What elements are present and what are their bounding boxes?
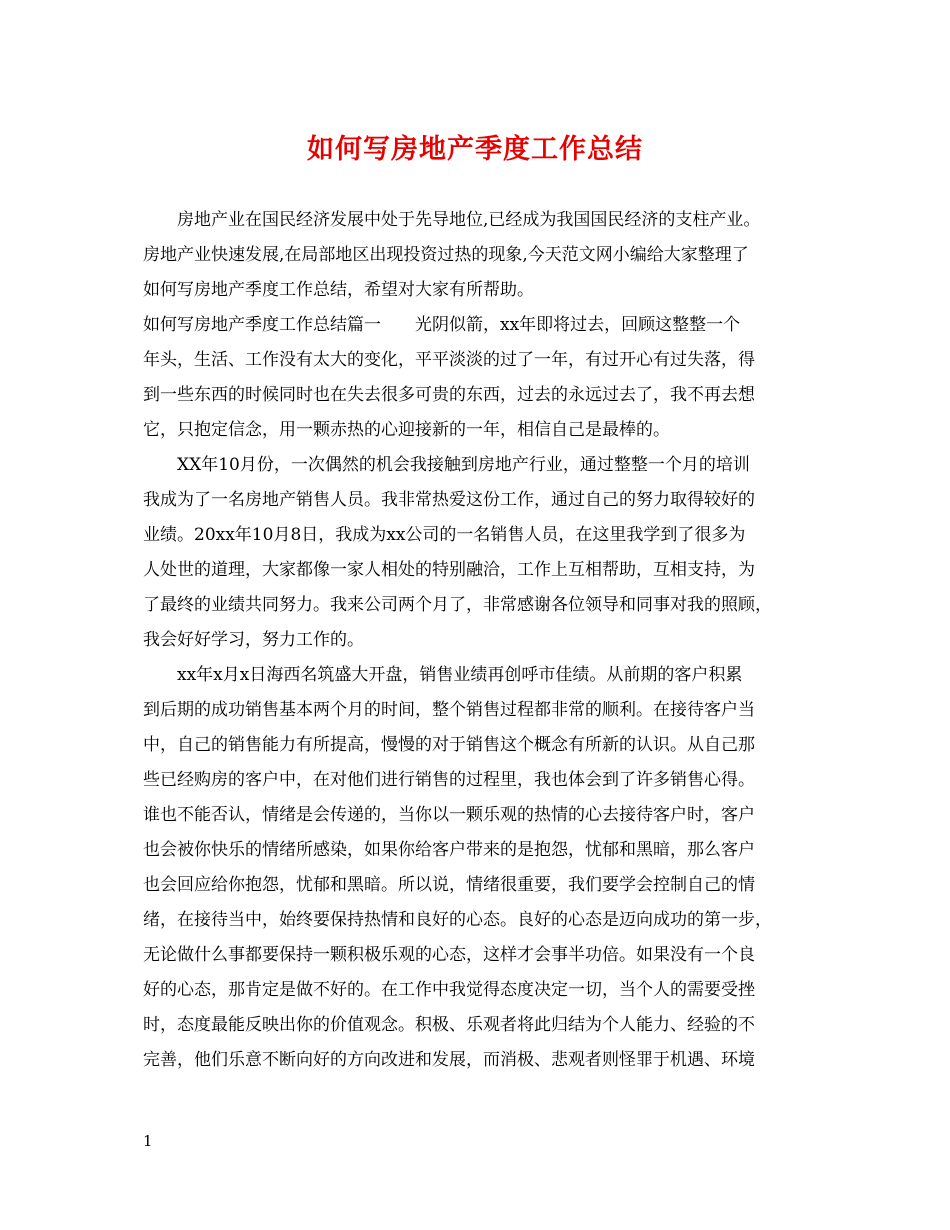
body-line: 时，态度最能反映出你的价值观念。积极、乐观者将此归结为个人能力、经验的不 (143, 1015, 755, 1035)
body-line: 到后期的成功销售基本两个月的时间，整个销售过程都非常的顺利。在接待客户当 (143, 700, 755, 720)
body-line: 房地产业在国民经济发展中处于先导地位,已经成为我国国民经济的支柱产业。 (143, 210, 761, 230)
body-line: 如何写房地产季度工作总结，希望对大家有所帮助。 (143, 280, 534, 300)
body-line: 我成为了一名房地产销售人员。我非常热爱这份工作，通过自己的努力取得较好的 (143, 490, 755, 510)
body-line: XX年10月份，一次偶然的机会我接触到房地产行业，通过整整一个月的培训 (143, 455, 750, 475)
body-line: 好的心态，那肯定是做不好的。在工作中我觉得态度决定一切，当个人的需要受挫 (143, 980, 755, 1000)
page-number: 1 (143, 1132, 153, 1150)
body-line: 无论做什么事都要保持一颗积极乐观的心态，这样才会事半功倍。如果没有一个良 (143, 945, 755, 965)
body-line: 中，自己的销售能力有所提高，慢慢的对于销售这个概念有所新的认识。从自己那 (143, 735, 755, 755)
body-line: 到一些东西的时候同时也在失去很多可贵的东西，过去的永远过去了，我不再去想 (143, 385, 755, 405)
body-line: 完善，他们乐意不断向好的方向改进和发展，而消极、悲观者则怪罪于机遇、环境 (143, 1050, 755, 1070)
body-line: 如何写房地产季度工作总结篇一 光阴似箭，xx年即将过去，回顾这整整一个 (143, 315, 741, 335)
body-line: 房地产业快速发展,在局部地区出现投资过热的现象,今天范文网小编给大家整理了 (143, 245, 749, 265)
body-line: 谁也不能否认，情绪是会传递的，当你以一颗乐观的热情的心去接待客户时，客户 (143, 805, 755, 825)
body-line: 也会被你快乐的情绪所感染，如果你给客户带来的是抱怨，忧郁和黑暗，那么客户 (143, 840, 755, 860)
body-line: 业绩。20xx年10月8日，我成为xx公司的一名销售人员，在这里我学到了很多为 (143, 525, 746, 545)
body-line: 绪，在接待当中，始终要保持热情和良好的心态。良好的心态是迈向成功的第一步， (143, 910, 772, 930)
body-line: 人处世的道理，大家都像一家人相处的特别融洽，工作上互相帮助，互相支持，为 (143, 560, 755, 580)
body-line: xx年x月x日海西名筑盛大开盘，销售业绩再创呼市佳绩。从前期的客户积累 (143, 665, 743, 685)
body-line: 也会回应给你抱怨，忧郁和黑暗。所以说，情绪很重要，我们要学会控制自己的情 (143, 875, 755, 895)
body-line: 它，只抱定信念，用一颗赤热的心迎接新的一年，相信自己是最棒的。 (143, 420, 670, 440)
body-line: 些已经购房的客户中，在对他们进行销售的过程里，我也体会到了许多销售心得。 (143, 770, 755, 790)
body-line: 年头，生活、工作没有太大的变化，平平淡淡的过了一年，有过开心有过失落，得 (143, 350, 755, 370)
document-title: 如何写房地产季度工作总结 (307, 134, 643, 165)
body-line: 我会好好学习，努力工作的。 (143, 630, 364, 650)
body-line: 了最终的业绩共同努力。我来公司两个月了，非常感谢各位领导和同事对我的照顾， (143, 595, 772, 615)
